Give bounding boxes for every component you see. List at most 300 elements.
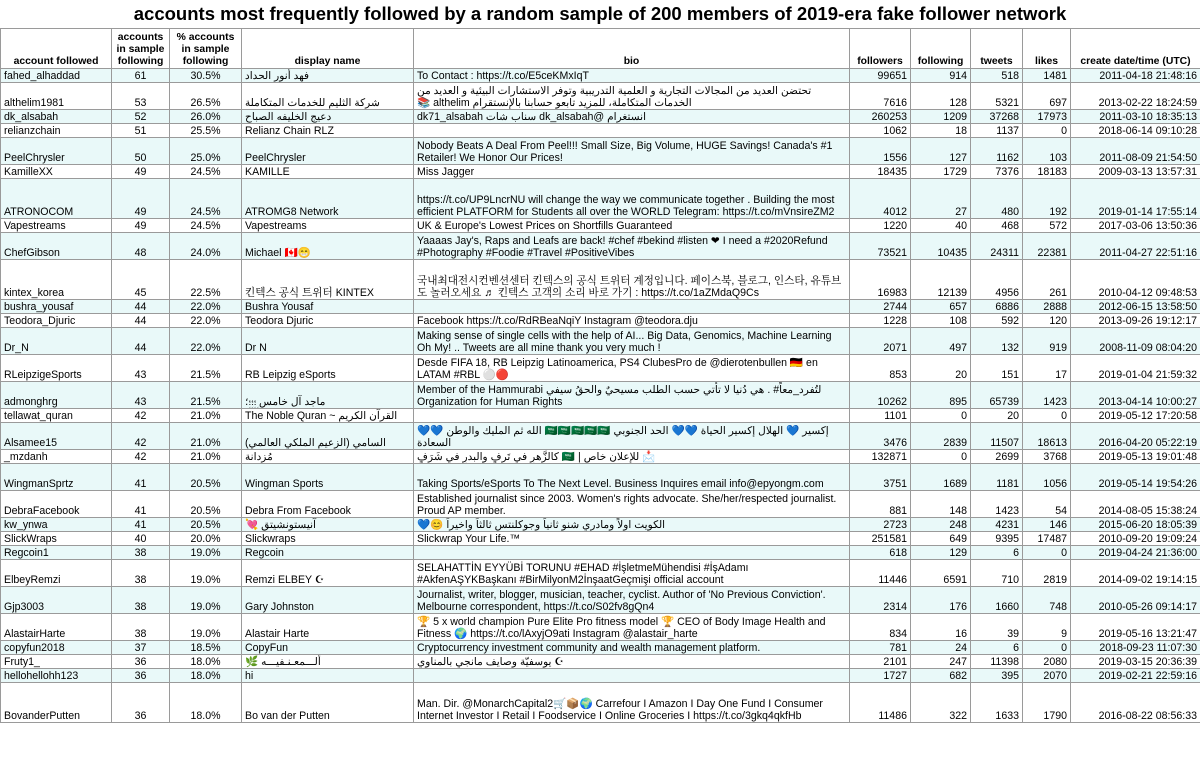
tweets-cell: 37268 bbox=[971, 110, 1023, 124]
page-title: accounts most frequently followed by a random sample of 200 members of 2019-era fake follower network bbox=[133, 3, 1067, 24]
created-cell: 2014-08-05 15:38:24 bbox=[1071, 491, 1200, 518]
tweets-cell: 4231 bbox=[971, 518, 1023, 532]
table-row bbox=[1, 260, 1200, 300]
table-row bbox=[1, 179, 1200, 219]
header-count: accounts in sample following bbox=[112, 29, 170, 69]
account-cell: BovanderPutten bbox=[1, 683, 112, 723]
header-bio: bio bbox=[414, 29, 850, 69]
header-pct: % accounts in sample following bbox=[170, 29, 242, 69]
table-row bbox=[1, 423, 1200, 450]
pct-cell: 25.0% bbox=[170, 138, 242, 165]
following-cell: 914 bbox=[911, 69, 971, 83]
count-cell: 45 bbox=[112, 260, 170, 300]
tweets-cell: 7376 bbox=[971, 165, 1023, 179]
account-cell: Teodora_Djuric bbox=[1, 314, 112, 328]
following-cell: 24 bbox=[911, 641, 971, 655]
count-cell: 49 bbox=[112, 165, 170, 179]
account-cell: PeelChrysler bbox=[1, 138, 112, 165]
count-cell: 41 bbox=[112, 518, 170, 532]
followers-cell: 3751 bbox=[850, 464, 911, 491]
table-row bbox=[1, 355, 1200, 382]
header-created: create date/time (UTC) bbox=[1071, 29, 1200, 69]
tweets-cell: 4956 bbox=[971, 260, 1023, 300]
display-name-cell: Dr N bbox=[242, 328, 414, 355]
followers-cell: 834 bbox=[850, 614, 911, 641]
followers-cell: 10262 bbox=[850, 382, 911, 409]
tweets-cell: 1181 bbox=[971, 464, 1023, 491]
table-row bbox=[1, 546, 1200, 560]
tweets-cell: 1137 bbox=[971, 124, 1023, 138]
likes-cell: 2070 bbox=[1023, 669, 1071, 683]
account-cell: ElbeyRemzi bbox=[1, 560, 112, 587]
table-row bbox=[1, 219, 1200, 233]
pct-cell: 26.0% bbox=[170, 110, 242, 124]
tweets-cell: 5321 bbox=[971, 83, 1023, 110]
following-cell: 6591 bbox=[911, 560, 971, 587]
pct-cell: 22.5% bbox=[170, 260, 242, 300]
pct-cell: 19.0% bbox=[170, 614, 242, 641]
tweets-cell: 395 bbox=[971, 669, 1023, 683]
count-cell: 43 bbox=[112, 382, 170, 409]
display-name-cell: ATROMG8 Network bbox=[242, 179, 414, 219]
bio-cell: Miss Jagger bbox=[414, 165, 850, 179]
likes-cell: 146 bbox=[1023, 518, 1071, 532]
account-cell: tellawat_quran bbox=[1, 409, 112, 423]
followers-cell: 4012 bbox=[850, 179, 911, 219]
following-cell: 497 bbox=[911, 328, 971, 355]
following-cell: 1729 bbox=[911, 165, 971, 179]
count-cell: 38 bbox=[112, 614, 170, 641]
created-cell: 2018-06-14 09:10:28 bbox=[1071, 124, 1200, 138]
likes-cell: 1790 bbox=[1023, 683, 1071, 723]
pct-cell: 19.0% bbox=[170, 560, 242, 587]
bio-cell: Established journalist since 2003. Women's rights advocate. She/her/respected journalist. Proud AP member. bbox=[414, 491, 850, 518]
count-cell: 41 bbox=[112, 464, 170, 491]
created-cell: 2019-01-14 17:55:14 bbox=[1071, 179, 1200, 219]
table-row bbox=[1, 409, 1200, 423]
following-cell: 27 bbox=[911, 179, 971, 219]
followers-cell: 11446 bbox=[850, 560, 911, 587]
likes-cell: 22381 bbox=[1023, 233, 1071, 260]
header-followers: followers bbox=[850, 29, 911, 69]
following-cell: 247 bbox=[911, 655, 971, 669]
bio-cell: Man. Dir. @MonarchCapital2🛒📦🌍 Carrefour I Amazon I Day One Fund I Consumer Internet Investor I Retail I Foodservice I Online Groceries I https://t.co/3gkq4qkfHb bbox=[414, 683, 850, 723]
likes-cell: 0 bbox=[1023, 546, 1071, 560]
account-cell: dk_alsabah bbox=[1, 110, 112, 124]
tweets-cell: 468 bbox=[971, 219, 1023, 233]
bio-cell: https://t.co/UP9LncrNU will change the way we communicate together . Building the most efficient PLATFORM for Students all over the WORLD Telegram: https://t.co/mVnsireZM2 bbox=[414, 179, 850, 219]
count-cell: 61 bbox=[112, 69, 170, 83]
table-row bbox=[1, 560, 1200, 587]
likes-cell: 697 bbox=[1023, 83, 1071, 110]
display-name-cell: 킨텍스 공식 트위터 KINTEX bbox=[242, 260, 414, 300]
likes-cell: 3768 bbox=[1023, 450, 1071, 464]
followers-cell: 2723 bbox=[850, 518, 911, 532]
followers-cell: 2314 bbox=[850, 587, 911, 614]
bio-cell: Nobody Beats A Deal From Peel!!! Small Size, Big Volume, HUGE Savings! Canada's #1 Retailer! We Honor Our Prices! bbox=[414, 138, 850, 165]
count-cell: 40 bbox=[112, 532, 170, 546]
count-cell: 36 bbox=[112, 655, 170, 669]
pct-cell: 20.5% bbox=[170, 464, 242, 491]
likes-cell: 0 bbox=[1023, 124, 1071, 138]
followers-cell: 1101 bbox=[850, 409, 911, 423]
pct-cell: 20.5% bbox=[170, 518, 242, 532]
display-name-cell: Debra From Facebook bbox=[242, 491, 414, 518]
following-cell: 18 bbox=[911, 124, 971, 138]
count-cell: 43 bbox=[112, 355, 170, 382]
account-cell: Alsamee15 bbox=[1, 423, 112, 450]
created-cell: 2011-04-18 21:48:16 bbox=[1071, 69, 1200, 83]
created-cell: 2011-08-09 21:54:50 bbox=[1071, 138, 1200, 165]
display-name-cell: ألـــمعـنـفيـــه 🌿 bbox=[242, 655, 414, 669]
tweets-cell: 1660 bbox=[971, 587, 1023, 614]
count-cell: 49 bbox=[112, 179, 170, 219]
likes-cell: 18183 bbox=[1023, 165, 1071, 179]
count-cell: 38 bbox=[112, 560, 170, 587]
followers-cell: 251581 bbox=[850, 532, 911, 546]
bio-cell: لتُفرد_معاً# . هي دُنيا لا تأتي حسب الطلب مسيحيٌ والحقُ سيفي Member of the Hammurabi Organization for Human Rights bbox=[414, 382, 850, 409]
following-cell: 12139 bbox=[911, 260, 971, 300]
table-row bbox=[1, 110, 1200, 124]
tweets-cell: 6886 bbox=[971, 300, 1023, 314]
pct-cell: 19.0% bbox=[170, 546, 242, 560]
followers-cell: 18435 bbox=[850, 165, 911, 179]
created-cell: 2016-04-20 05:22:19 bbox=[1071, 423, 1200, 450]
bio-cell: Facebook https://t.co/RdRBeaNqiY Instagram @teodora.dju bbox=[414, 314, 850, 328]
display-name-cell: دعيج الخليفه الصباح bbox=[242, 110, 414, 124]
table-row bbox=[1, 382, 1200, 409]
table-row bbox=[1, 641, 1200, 655]
following-cell: 176 bbox=[911, 587, 971, 614]
pct-cell: 24.5% bbox=[170, 219, 242, 233]
pct-cell: 21.0% bbox=[170, 409, 242, 423]
bio-cell bbox=[414, 409, 850, 423]
count-cell: 37 bbox=[112, 641, 170, 655]
created-cell: 2019-05-14 19:54:26 bbox=[1071, 464, 1200, 491]
bio-cell: Yaaaas Jay's, Raps and Leafs are back! #chef #bekind #listen ❤ I need a #2020Refund #Photography #Foodie #Travel #PositiveVibes bbox=[414, 233, 850, 260]
pct-cell: 18.0% bbox=[170, 669, 242, 683]
likes-cell: 261 bbox=[1023, 260, 1071, 300]
account-cell: Regcoin1 bbox=[1, 546, 112, 560]
account-cell: Vapestreams bbox=[1, 219, 112, 233]
followers-cell: 781 bbox=[850, 641, 911, 655]
followers-cell: 2101 bbox=[850, 655, 911, 669]
tweets-cell: 9395 bbox=[971, 532, 1023, 546]
display-name-cell: Remzi ELBEY ☪ bbox=[242, 560, 414, 587]
created-cell: 2013-02-22 18:24:59 bbox=[1071, 83, 1200, 110]
created-cell: 2017-03-06 13:50:36 bbox=[1071, 219, 1200, 233]
following-cell: 682 bbox=[911, 669, 971, 683]
followers-cell: 1727 bbox=[850, 669, 911, 683]
table-row bbox=[1, 491, 1200, 518]
display-name-cell: Vapestreams bbox=[242, 219, 414, 233]
bio-cell: الكويت اولاً ومادري شنو ثانياً وجوكلنتس ثالثاً واخيراً 😊💙 bbox=[414, 518, 850, 532]
bio-cell: إكسير 💙 الهلال إكسير الحياة 💙💙 الحد الجنوبي 🇸🇦🇸🇦🇸🇦🇸🇦🇸🇦 الله ثم المليك والوطن 💙💙 السعادة bbox=[414, 423, 850, 450]
created-cell: 2019-04-24 21:36:00 bbox=[1071, 546, 1200, 560]
tweets-cell: 1162 bbox=[971, 138, 1023, 165]
following-cell: 128 bbox=[911, 83, 971, 110]
table-row bbox=[1, 683, 1200, 723]
account-cell: Dr_N bbox=[1, 328, 112, 355]
account-cell: _mzdanh bbox=[1, 450, 112, 464]
followers-cell: 1062 bbox=[850, 124, 911, 138]
likes-cell: 0 bbox=[1023, 641, 1071, 655]
pct-cell: 22.0% bbox=[170, 314, 242, 328]
following-cell: 108 bbox=[911, 314, 971, 328]
bio-cell: Cryptocurrency investment community and wealth management platform. bbox=[414, 641, 850, 655]
tweets-cell: 710 bbox=[971, 560, 1023, 587]
bio-cell: UK & Europe's Lowest Prices on Shortfills Guaranteed bbox=[414, 219, 850, 233]
created-cell: 2016-08-22 08:56:33 bbox=[1071, 683, 1200, 723]
bio-cell bbox=[414, 124, 850, 138]
display-name-cell: RB Leipzig eSports bbox=[242, 355, 414, 382]
likes-cell: 9 bbox=[1023, 614, 1071, 641]
tweets-cell: 20 bbox=[971, 409, 1023, 423]
followers-cell: 1228 bbox=[850, 314, 911, 328]
display-name-cell: Michael 🇨🇦😁 bbox=[242, 233, 414, 260]
pct-cell: 24.5% bbox=[170, 179, 242, 219]
created-cell: 2008-11-09 08:04:20 bbox=[1071, 328, 1200, 355]
account-cell: DebraFacebook bbox=[1, 491, 112, 518]
following-cell: 148 bbox=[911, 491, 971, 518]
followers-cell: 618 bbox=[850, 546, 911, 560]
tweets-cell: 11398 bbox=[971, 655, 1023, 669]
account-cell: hellohellohh123 bbox=[1, 669, 112, 683]
account-cell: althelim1981 bbox=[1, 83, 112, 110]
account-cell: relianzchain bbox=[1, 124, 112, 138]
bio-cell bbox=[414, 546, 850, 560]
count-cell: 38 bbox=[112, 587, 170, 614]
followers-cell: 7616 bbox=[850, 83, 911, 110]
data-table bbox=[0, 28, 1200, 723]
following-cell: 129 bbox=[911, 546, 971, 560]
display-name-cell: Slickwraps bbox=[242, 532, 414, 546]
following-cell: 649 bbox=[911, 532, 971, 546]
count-cell: 44 bbox=[112, 314, 170, 328]
followers-cell: 2071 bbox=[850, 328, 911, 355]
account-cell: kintex_korea bbox=[1, 260, 112, 300]
likes-cell: 103 bbox=[1023, 138, 1071, 165]
table-row bbox=[1, 124, 1200, 138]
following-cell: 127 bbox=[911, 138, 971, 165]
likes-cell: 2888 bbox=[1023, 300, 1071, 314]
followers-cell: 2744 bbox=[850, 300, 911, 314]
following-cell: 248 bbox=[911, 518, 971, 532]
account-cell: ATRONOCOM bbox=[1, 179, 112, 219]
count-cell: 42 bbox=[112, 409, 170, 423]
header-display: display name bbox=[242, 29, 414, 69]
following-cell: 322 bbox=[911, 683, 971, 723]
following-cell: 1209 bbox=[911, 110, 971, 124]
pct-cell: 19.0% bbox=[170, 587, 242, 614]
count-cell: 53 bbox=[112, 83, 170, 110]
pct-cell: 18.5% bbox=[170, 641, 242, 655]
table-row bbox=[1, 69, 1200, 83]
bio-cell: Making sense of single cells with the help of AI... Big Data, Genomics, Machine Learning Oh My! .. Tweets are all mine thank you very much ! bbox=[414, 328, 850, 355]
followers-cell: 11486 bbox=[850, 683, 911, 723]
account-cell: Gjp3003 bbox=[1, 587, 112, 614]
likes-cell: 54 bbox=[1023, 491, 1071, 518]
following-cell: 1689 bbox=[911, 464, 971, 491]
tweets-cell: 132 bbox=[971, 328, 1023, 355]
display-name-cell: CopyFun bbox=[242, 641, 414, 655]
pct-cell: 30.5% bbox=[170, 69, 242, 83]
header-account: account followed bbox=[1, 29, 112, 69]
account-cell: bushra_yousaf bbox=[1, 300, 112, 314]
following-cell: 2839 bbox=[911, 423, 971, 450]
count-cell: 36 bbox=[112, 683, 170, 723]
display-name-cell: Bushra Yousaf bbox=[242, 300, 414, 314]
table-row bbox=[1, 614, 1200, 641]
created-cell: 2010-04-12 09:48:53 bbox=[1071, 260, 1200, 300]
following-cell: 895 bbox=[911, 382, 971, 409]
pct-cell: 26.5% bbox=[170, 83, 242, 110]
account-cell: ChefGibson bbox=[1, 233, 112, 260]
following-cell: 20 bbox=[911, 355, 971, 382]
display-name-cell: فهد أنور الحداد bbox=[242, 69, 414, 83]
bio-cell: Taking Sports/eSports To The Next Level. Business Inquires email info@epyongm.com bbox=[414, 464, 850, 491]
count-cell: 38 bbox=[112, 546, 170, 560]
followers-cell: 260253 bbox=[850, 110, 911, 124]
count-cell: 49 bbox=[112, 219, 170, 233]
likes-cell: 18613 bbox=[1023, 423, 1071, 450]
display-name-cell: Gary Johnston bbox=[242, 587, 414, 614]
display-name-cell: مُزدانة bbox=[242, 450, 414, 464]
display-name-cell: Wingman Sports bbox=[242, 464, 414, 491]
pct-cell: 20.0% bbox=[170, 532, 242, 546]
count-cell: 41 bbox=[112, 491, 170, 518]
likes-cell: 1423 bbox=[1023, 382, 1071, 409]
table-row bbox=[1, 532, 1200, 546]
created-cell: 2009-03-13 13:57:31 bbox=[1071, 165, 1200, 179]
bio-cell: To Contact : https://t.co/E5ceKMxIqT bbox=[414, 69, 850, 83]
header-following: following bbox=[911, 29, 971, 69]
tweets-cell: 1423 bbox=[971, 491, 1023, 518]
created-cell: 2011-03-10 18:35:13 bbox=[1071, 110, 1200, 124]
following-cell: 0 bbox=[911, 450, 971, 464]
bio-cell: 📩 للإعلان خاص | 🇸🇦 كالزَّهرِ في تَرفٍ والبدرِ في شَرَفٍ bbox=[414, 450, 850, 464]
tweets-cell: 24311 bbox=[971, 233, 1023, 260]
created-cell: 2019-05-12 17:20:58 bbox=[1071, 409, 1200, 423]
created-cell: 2019-02-21 22:59:16 bbox=[1071, 669, 1200, 683]
count-cell: 51 bbox=[112, 124, 170, 138]
created-cell: 2011-04-27 22:51:16 bbox=[1071, 233, 1200, 260]
likes-cell: 192 bbox=[1023, 179, 1071, 219]
following-cell: 40 bbox=[911, 219, 971, 233]
pct-cell: 18.0% bbox=[170, 655, 242, 669]
tweets-cell: 39 bbox=[971, 614, 1023, 641]
table-row bbox=[1, 450, 1200, 464]
followers-cell: 73521 bbox=[850, 233, 911, 260]
table-row bbox=[1, 655, 1200, 669]
followers-cell: 16983 bbox=[850, 260, 911, 300]
likes-cell: 120 bbox=[1023, 314, 1071, 328]
pct-cell: 24.5% bbox=[170, 165, 242, 179]
bio-cell: SELAHATTİN EYYÜBİ TORUNU #EHAD #İşletmeMühendisi #İşAdamı #AkfenAŞYKBaşkanı #BirMilyonM2İnşaatGeçmişi official account bbox=[414, 560, 850, 587]
tweets-cell: 11507 bbox=[971, 423, 1023, 450]
followers-cell: 853 bbox=[850, 355, 911, 382]
account-cell: WingmanSprtz bbox=[1, 464, 112, 491]
pct-cell: 22.0% bbox=[170, 300, 242, 314]
tweets-cell: 2699 bbox=[971, 450, 1023, 464]
account-cell: Fruty1_ bbox=[1, 655, 112, 669]
display-name-cell: hi bbox=[242, 669, 414, 683]
table-row bbox=[1, 328, 1200, 355]
tweets-cell: 151 bbox=[971, 355, 1023, 382]
pct-cell: 21.0% bbox=[170, 450, 242, 464]
account-cell: KamilleXX bbox=[1, 165, 112, 179]
bio-cell: 🏆 5 x world champion Pure Elite Pro fitness model 🏆 CEO of Body Image Health and Fitness 🌍 https://t.co/lAxyjO9ati Instagram @alastair_harte bbox=[414, 614, 850, 641]
table-row bbox=[1, 300, 1200, 314]
table-row bbox=[1, 314, 1200, 328]
pct-cell: 22.0% bbox=[170, 328, 242, 355]
display-name-cell: The Noble Quran ~ القرآن الكريم bbox=[242, 409, 414, 423]
likes-cell: 919 bbox=[1023, 328, 1071, 355]
created-cell: 2010-09-20 19:09:24 bbox=[1071, 532, 1200, 546]
account-cell: fahed_alhaddad bbox=[1, 69, 112, 83]
likes-cell: 572 bbox=[1023, 219, 1071, 233]
bio-cell: تحتضن العديد من المجالات التجارية و العلمية التدريبية وتوفر الاستشارات البيئية و العديد من الخدمات المتكاملة، للمزيد تابعو حسابنا بالإنستقرام althelim 📚 bbox=[414, 83, 850, 110]
header-tweets: tweets bbox=[971, 29, 1023, 69]
likes-cell: 1481 bbox=[1023, 69, 1071, 83]
likes-cell: 17973 bbox=[1023, 110, 1071, 124]
created-cell: 2013-04-14 10:00:27 bbox=[1071, 382, 1200, 409]
pct-cell: 21.5% bbox=[170, 355, 242, 382]
likes-cell: 0 bbox=[1023, 409, 1071, 423]
account-cell: admonghrg bbox=[1, 382, 112, 409]
likes-cell: 1056 bbox=[1023, 464, 1071, 491]
pct-cell: 21.5% bbox=[170, 382, 242, 409]
pct-cell: 24.0% bbox=[170, 233, 242, 260]
display-name-cell: Bo van der Putten bbox=[242, 683, 414, 723]
account-cell: SlickWraps bbox=[1, 532, 112, 546]
display-name-cell: Alastair Harte bbox=[242, 614, 414, 641]
count-cell: 50 bbox=[112, 138, 170, 165]
display-name-cell: شركة الثليم للخدمات المتكاملة bbox=[242, 83, 414, 110]
display-name-cell: ماجد آل خامس ؚ؛ؚ؛ؚ؛ؚ؛ bbox=[242, 382, 414, 409]
pct-cell: 21.0% bbox=[170, 423, 242, 450]
table-row bbox=[1, 587, 1200, 614]
display-name-cell: آنيستونشيتق 💘 bbox=[242, 518, 414, 532]
bio-cell: Desde FIFA 18, RB Leipzig Latinoamerica, PS4 ClubesPro de @dierotenbullen 🇩🇪 en LATAM #RBL ⚪🔴 bbox=[414, 355, 850, 382]
table-row bbox=[1, 669, 1200, 683]
created-cell: 2019-05-16 13:21:47 bbox=[1071, 614, 1200, 641]
created-cell: 2018-09-23 11:07:30 bbox=[1071, 641, 1200, 655]
followers-cell: 1556 bbox=[850, 138, 911, 165]
created-cell: 2013-09-26 19:12:17 bbox=[1071, 314, 1200, 328]
tweets-cell: 592 bbox=[971, 314, 1023, 328]
likes-cell: 2819 bbox=[1023, 560, 1071, 587]
account-cell: AlastairHarte bbox=[1, 614, 112, 641]
tweets-cell: 6 bbox=[971, 641, 1023, 655]
pct-cell: 20.5% bbox=[170, 491, 242, 518]
count-cell: 42 bbox=[112, 450, 170, 464]
table-row bbox=[1, 518, 1200, 532]
created-cell: 2010-05-26 09:14:17 bbox=[1071, 587, 1200, 614]
following-cell: 657 bbox=[911, 300, 971, 314]
bio-cell: Slickwrap Your Life.™ bbox=[414, 532, 850, 546]
bio-cell: انستغرام @dk_alsabah سناب شات dk71_alsabah bbox=[414, 110, 850, 124]
header-likes: likes bbox=[1023, 29, 1071, 69]
tweets-cell: 518 bbox=[971, 69, 1023, 83]
likes-cell: 2080 bbox=[1023, 655, 1071, 669]
following-cell: 16 bbox=[911, 614, 971, 641]
created-cell: 2019-05-13 19:01:48 bbox=[1071, 450, 1200, 464]
created-cell: 2019-01-04 21:59:32 bbox=[1071, 355, 1200, 382]
display-name-cell: KAMILLE bbox=[242, 165, 414, 179]
table-row bbox=[1, 138, 1200, 165]
followers-cell: 1220 bbox=[850, 219, 911, 233]
